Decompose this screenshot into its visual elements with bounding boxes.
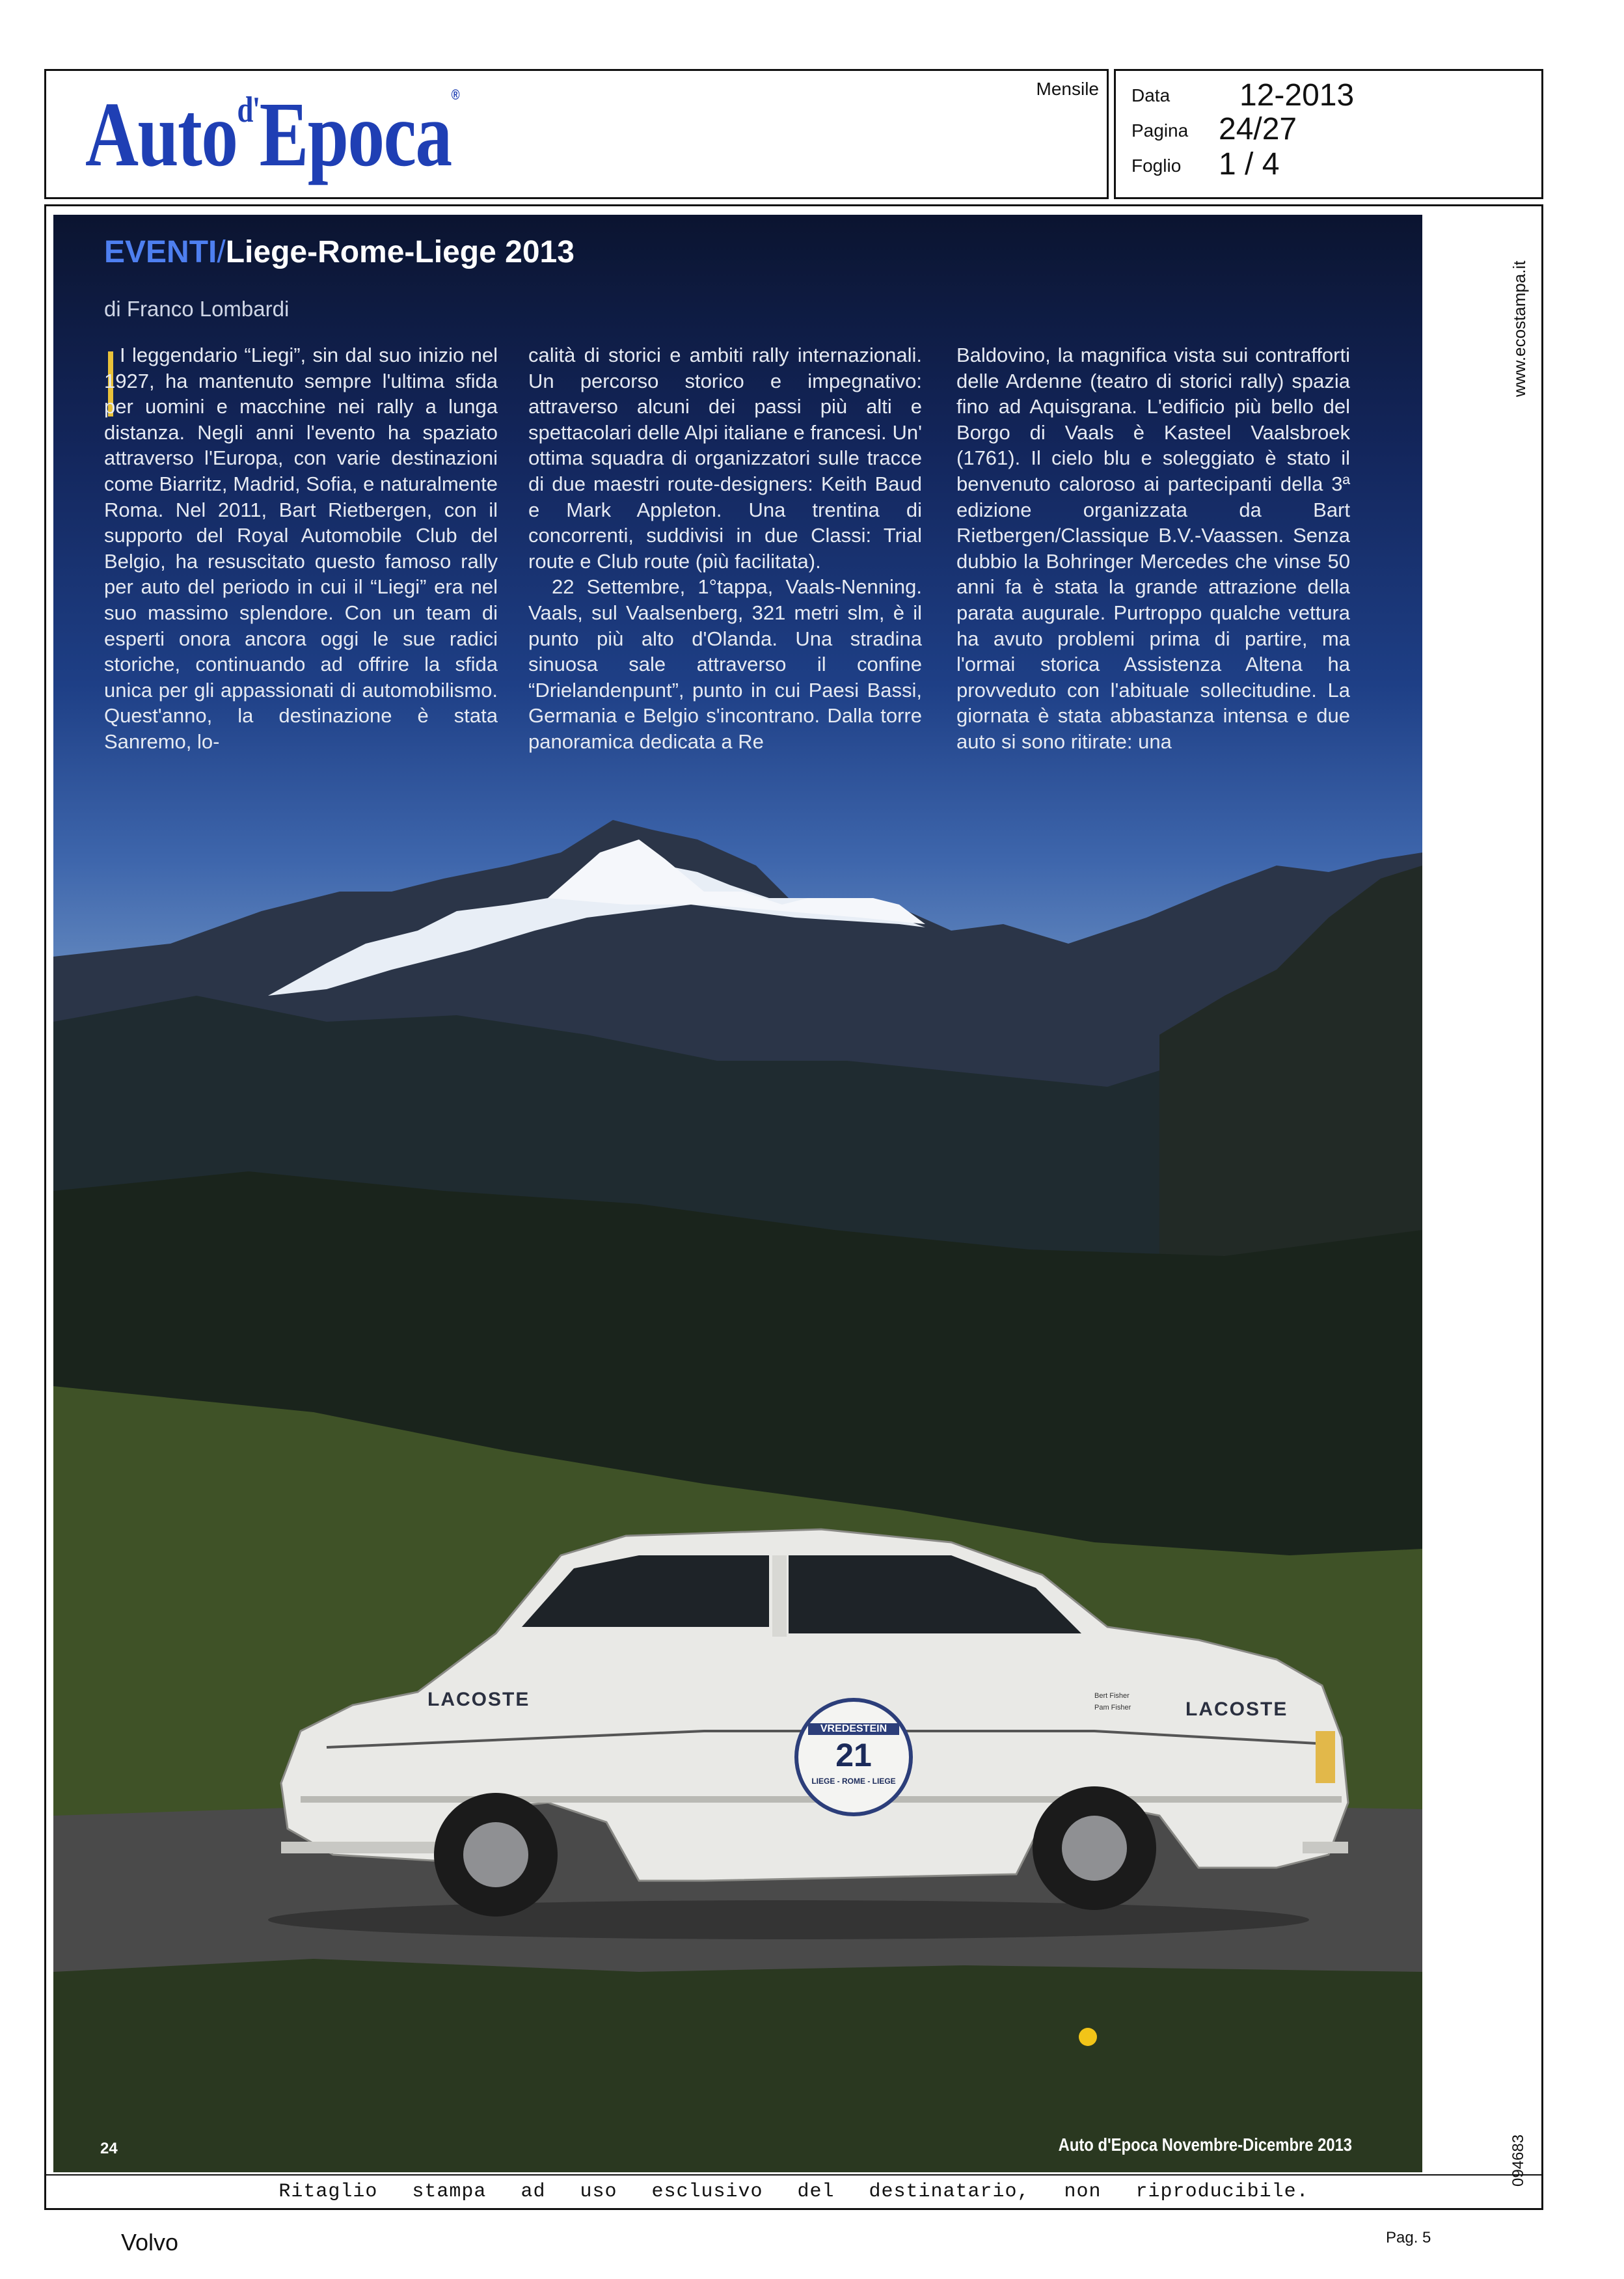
paragraph: 22 Settembre, 1°tappa, Vaals-Nenning. Vaals, sul Vaalsenberg, 321 metri slm, è il punto più alto d'Olanda. Una stradina sinuosa sale attraverso il confine “Drielandenpunt”, punto in cui Paesi Bassi, Germania e Belgio s'incontrano. Dalla torre panoramica dedicata a Re [528,575,922,753]
logo-main: Auto [85,83,237,185]
sponsor-right: LACOSTE [1185,1699,1288,1720]
article-column-1 [104,342,498,755]
title-text: Liege-Rome-Liege 2013 [225,235,575,269]
meta-value-pagina: 24/27 [1219,112,1297,146]
side-url-text: www.ecostampa.it [1509,260,1529,397]
meta-label-foglio: Foglio [1131,156,1182,176]
section-label: EVENTI [104,235,217,269]
car-number: 21 [835,1737,872,1773]
title-slash: / [217,235,226,269]
meta-label-pagina: Pagina [1131,120,1189,141]
flower-icon [1079,2028,1097,2046]
side-url [1509,221,1536,397]
paragraph: Baldovino, la magnifica vista sui contrafforti delle Ardenne (teatro di storici rally) spazia fino ad Aquisgrana. L'edificio più bello del Borgo di Vaals è Kasteel Vaalsbroek (1761). Il cielo blu e soleggiato è stato il benvenuto caloroso ai partecipanti della 3ª edizione organizzata da Bart Rietbergen/Classique B.V.-Vaassen. Senza dubbio la Bohringer Mercedes che vinse 50 anni fa è stata la grande attrazione della parata augurale. Purtroppo qualche vettura ha avuto problemi prima di partire, ma l'ormai storica Assistenza Altena ha provveduto con l'abituale sollecitudine. La giornata è stata abbastanza intensa e due auto si sono ritirate: una [956,344,1350,753]
crew-2: Pam Fisher [1094,1704,1131,1712]
meta-value-foglio: 1 / 4 [1219,147,1280,182]
article-column-2 [528,342,922,755]
side-code-text: 094683 [1509,2134,1527,2187]
meta-box [1114,69,1543,199]
issue-label: Auto d'Epoca Novembre-Dicembre 2013 [1058,2135,1352,2155]
article-title [104,234,575,270]
footer-left: Volvo [121,2229,179,2256]
badge-top: VREDESTEIN [808,1723,899,1735]
masthead-box [44,69,1109,199]
side-code [1509,2115,1536,2187]
frequency-label: Mensile [1036,79,1099,99]
meta-value-data: 12-2013 [1239,78,1355,113]
article-column-3 [956,342,1350,755]
divider [46,2174,1541,2176]
badge-bottom: LIEGE - ROME - LIEGE [811,1777,896,1786]
paragraph: calità di storici e ambiti rally internazionali. Un percorso storico e impegnativo: attraverso alcuni dei passi più alti e spettacolari delle Alpi italiane e francesi. Un' ottima squadra di organizzatori sulle tracce di due maestri route-designers: Keith Baud e Mark Appleton. Una trentina di concorrenti, suddivisi in due Classi: Trial route e Club route (più facilitata). [528,344,922,573]
page-number: 24 [100,2140,118,2157]
sponsor-left: LACOSTE [427,1689,530,1710]
logo-registered: ® [451,87,459,103]
paragraph: I leggendario “Liegi”, sin dal suo inizio nel 1927, ha mantenuto sempre l'ultima sfida per uomini e macchine nei rally a lunga distanza. Negli anni l'evento ha spaziato attraverso l'Europa, con varie destinazioni come Biarritz, Madrid, Sofia, e naturalmente Roma. Nel 2011, Bart Rietbergen, con il supporto del Royal Automobile Club del Belgio, ha resuscitato questo famoso rally per auto del periodo in cui il “Liegi” era nel suo massimo splendore. Con un team di esperti onora ancora oggi le sue radici storiche, continuando ad offrire la sfida unica per gli appassionati di automobilismo. Quest'anno, la destinazione è stata Sanremo, lo- [104,344,498,753]
clipping-note: Ritaglio stampa ad uso esclusivo del destinatario, non riproducibile. [278,2181,1309,2203]
magazine-logo [85,83,459,185]
logo-sup: d' [237,90,260,130]
byline: di Franco Lombardi [104,297,290,321]
footer-page: Pag. 5 [1386,2229,1431,2246]
magazine-page [53,215,1422,2172]
logo-tail: Epoca [259,83,452,185]
crew-1: Bert Fisher [1094,1692,1130,1700]
meta-label-data: Data [1131,85,1171,105]
